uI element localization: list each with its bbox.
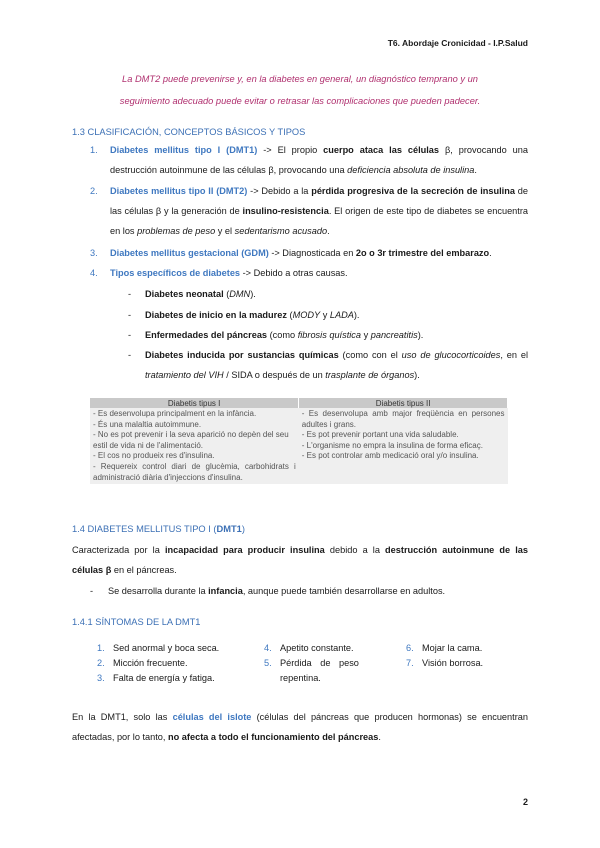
type-term: Diabetes mellitus tipo II (DMT2) <box>110 186 248 196</box>
type-3-paragraph: Diabetes mellitus gestacional (GDM) -> Diagnosticada en 2o o 3r trimestre del embarazo. <box>110 248 492 258</box>
type-term: Tipos específicos de diabetes <box>110 268 241 278</box>
dash-bullet: - <box>128 289 132 299</box>
list-number: 3. <box>90 248 98 258</box>
list-number: 4. <box>90 268 98 278</box>
symptom-item: 5. Pérdida de peso <box>264 658 359 668</box>
section-heading-1-4-1: 1.4.1 SÍNTOMAS DE LA DMT1 <box>72 617 201 627</box>
section-heading-1-3: 1.3 CLASIFICACIÓN, CONCEPTOS BÁSICOS Y TIPOS <box>72 127 306 137</box>
symptom-item: 1. Sed anormal y boca seca. <box>97 643 220 653</box>
list-number: 1. <box>90 145 98 155</box>
type-4-paragraph: Tipos específicos de diabetes -> Debido a otras causas. <box>110 268 348 278</box>
symptom-item: repentina. <box>280 673 321 683</box>
intro-line: seguimiento adecuado puede evitar o retrasar las complicaciones que pueden padecer. <box>119 96 481 106</box>
type-term: Diabetes mellitus gestacional (GDM) <box>110 248 269 258</box>
symptom-item: 6. Mojar la cama. <box>406 643 483 653</box>
dmt1-onset: Se desarrolla durante la infancia, aunque puede también desarrollarse en adultos. <box>108 586 446 596</box>
symptom-item: 7. Visión borrosa. <box>406 658 484 668</box>
running-header: T6. Abordaje Cronicidad - I.P.Salud <box>387 38 528 48</box>
table-line: - Es desenvolupa principalment en la infància. <box>93 409 257 418</box>
dash-bullet: - <box>90 586 94 596</box>
islet-paragraph: En la DMT1, solo las células del islote (células del páncreas que producen hormonas) se encuentran afectadas, por lo tanto, no afecta a todo el funcionamiento del páncreas. <box>72 712 528 742</box>
sub-item-mody: Diabetes de inicio en la madurez (MODY y LADA). <box>145 310 360 320</box>
table-cell-type1 <box>90 408 299 484</box>
table-line: - Requereix control diari de glucèmia, carbohidrats i administració diària d'injeccions d'insulina. <box>93 461 296 482</box>
list-number: 2. <box>90 186 98 196</box>
sub-item-pancreas: Enfermedades del páncreas (como fibrosis quística y pancreatitis). <box>145 330 424 340</box>
section-heading-1-4: 1.4 DIABETES MELLITUS TIPO I (DMT1) <box>72 524 245 534</box>
intro-quote <box>90 68 510 112</box>
comparison-table <box>90 398 508 484</box>
table-line: - L'organisme no empra la insulina de forma eficaç. <box>301 440 483 450</box>
symptom-item: 2. Micción frecuente. <box>97 658 188 668</box>
table-cell-type2 <box>299 408 508 484</box>
type-1-paragraph: Diabetes mellitus tipo I (DMT1) -> El propio cuerpo ataca las células β, provocando una destrucción autoinmune de las células β, provocando una deficiencia absoluta de insulina. <box>110 145 529 175</box>
intro-line: La DMT2 puede prevenirse y, en la diabetes en general, un diagnóstico temprano y un <box>122 74 478 84</box>
page-number: 2 <box>522 797 528 807</box>
table-line: - Es pot controlar amb medicació oral y/o insulina. <box>301 451 479 461</box>
sub-item-neonatal: Diabetes neonatal (DMN). <box>145 289 256 299</box>
table-line: - No es pot prevenir i la seva aparició no depèn del seu estil de vida ni de l'alimentació. <box>93 430 289 450</box>
dash-bullet: - <box>128 310 132 320</box>
type-term: Diabetes mellitus tipo I (DMT1) <box>110 145 258 155</box>
table-line: - Es pot prevenir portant una vida saludable. <box>301 430 459 440</box>
dash-bullet: - <box>128 350 132 360</box>
table-line: - És una malaltia autoimmune. <box>93 419 202 429</box>
table-line: - Es desenvolupa amb major freqüència en persones adultes i grans. <box>301 409 505 429</box>
table-line: - El cos no produeix res d'insulina. <box>93 451 215 461</box>
table-header: Diabetis tipus II <box>299 398 508 408</box>
sub-item-chemicals: Diabetes inducida por sustancias químicas (como con el uso de glucocorticoides, en el tratamiento del VIH / SIDA o después de un trasplante de órganos). <box>145 350 528 380</box>
symptom-item: 3. Falta de energía y fatiga. <box>97 673 215 683</box>
type-2-paragraph: Diabetes mellitus tipo II (DMT2) -> Debido a la pérdida progresiva de la secreción de insulina de las células β y la generación de insulino-resistencia. El origen de este tipo de diabetes se encuentra en los problemas de peso y el sedentarismo acusado. <box>110 186 529 236</box>
table-header: Diabetis tipus I <box>90 398 299 408</box>
dmt1-definition: Caracterizada por la incapacidad para producir insulina debido a la destrucción autoinmune de las células β en el páncreas. <box>72 545 528 575</box>
dash-bullet: - <box>128 330 132 340</box>
symptom-item: 4. Apetito constante. <box>264 643 354 653</box>
